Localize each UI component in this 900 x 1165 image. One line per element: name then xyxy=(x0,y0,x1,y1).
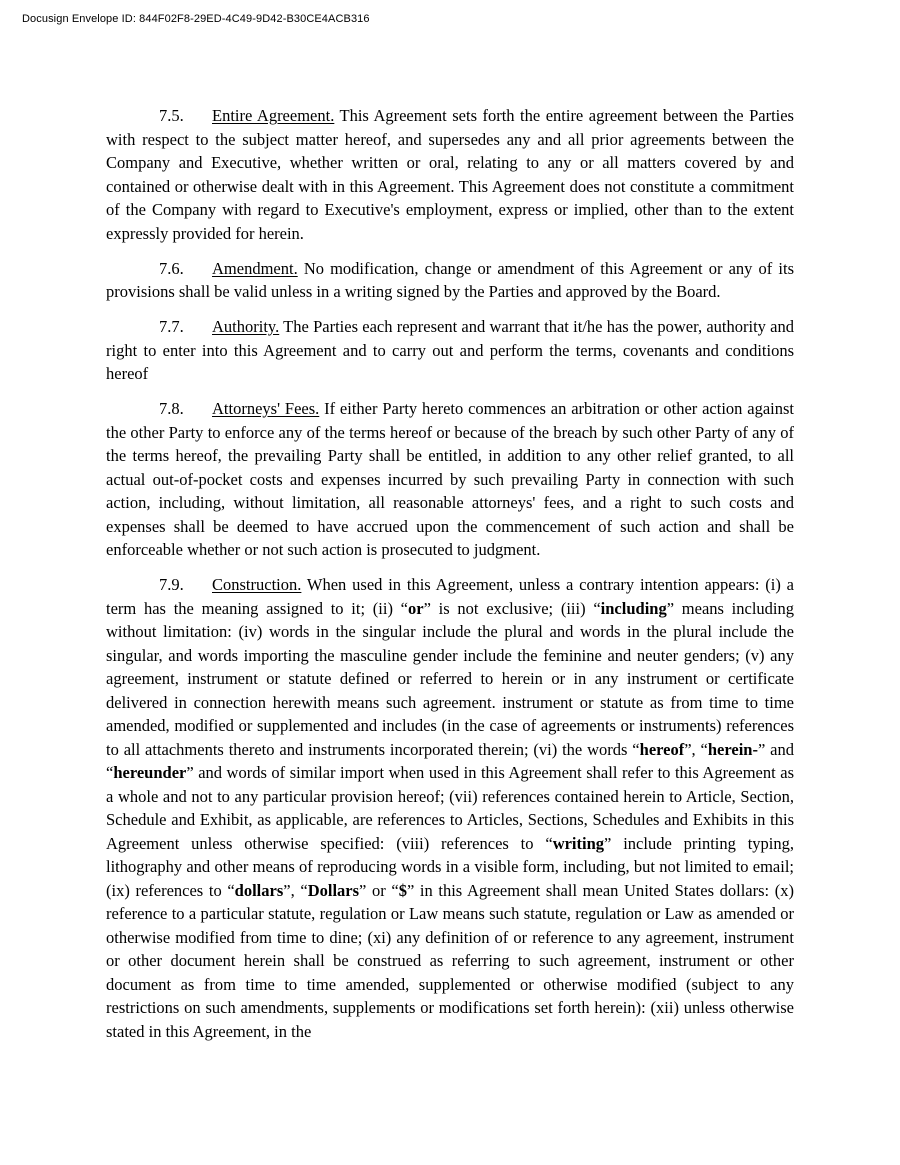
section-number: 7.8. xyxy=(159,399,184,418)
section-heading: Construction. xyxy=(212,575,302,594)
section-text: ”, “ xyxy=(684,739,708,759)
section-7-6 xyxy=(106,257,794,304)
section-text: ” and “ xyxy=(106,739,794,782)
section-text: The Parties each represent and warrant that it/he has the power, authority and right to enter into this Agreement and to carry out and perform the terms, covenants and conditions hereof xyxy=(106,317,794,383)
defined-term: dollars xyxy=(234,880,284,900)
section-number: 7.5. xyxy=(159,106,184,125)
defined-term: hereof xyxy=(639,739,685,759)
defined-term: or xyxy=(408,598,424,618)
section-text: ” means including without limitation: (iv) words in the singular include the plural and words in the plural include the singular, and words importing the masculine gender include the feminine and neuter genders; (v) any agreement, instrument or statute defined or referred to herein or in any instrument or certificate delivered in connection herewith means such agreement. instrument or statute as from time to time amended, modified or supplemented and includes (in the case of agreements or instruments) references to all attachments thereto and instruments incorporated therein; (vi) the words “ xyxy=(106,598,794,759)
section-text: ” and words of similar import when used in this Agreement shall refer to this Agreement as a whole and not to any particular provision hereof; (vii) references contained herein to Article, Section, Schedule and Exhibit, as applicable, are references to Articles, Sections, Schedules and Exhibits in this Agreement unless otherwise specified: (viii) references to “ xyxy=(106,763,794,853)
defined-term: writing xyxy=(552,833,605,853)
section-text: ” or “ xyxy=(359,880,399,900)
defined-term: $ xyxy=(398,880,407,900)
section-7-5 xyxy=(106,104,794,245)
section-number: 7.9. xyxy=(159,575,184,594)
section-text: When used in this Agreement, unless a contrary intention appears: (i) a term has the meaning assigned to it; (ii) “ xyxy=(106,575,794,618)
section-text: This Agreement sets forth the entire agreement between the Parties with respect to the subject matter hereof, and supersedes any and all prior agreements between the Company and Executive, whether written or oral, relating to any or all matters covered by and contained or otherwise dealt with in this Agreement. This Agreement does not constitute a commitment of the Company with regard to Executive's employment, express or implied, other than to the extent expressly provided for herein. xyxy=(106,106,794,243)
section-number: 7.6. xyxy=(159,258,184,278)
section-7-9 xyxy=(106,573,794,1043)
section-text: No modification, change or amendment of this Agreement or any of its provisions shall be valid unless in a writing signed by the Parties and approved by the Board. xyxy=(106,258,794,301)
section-text: ”, “ xyxy=(283,880,308,900)
section-heading: Authority. xyxy=(212,317,280,336)
section-heading: Attorneys' Fees. xyxy=(212,399,320,418)
section-text: ” in this Agreement shall mean United States dollars: (x) reference to a particular statute, regulation or Law means such statute, regulation or Law as amended or otherwise modified from time to dine; (xi) any definition of or reference to any agreement, instrument or other document herein shall be construed as referring to such agreement, instrument or other document as from time to time amended, supplemented or otherwise modified (subject to any restrictions on such amendments, supplements or modifications set forth herein): (xii) unless otherwise stated in this Agreement, in the xyxy=(106,880,794,1041)
section-7-7 xyxy=(106,315,794,386)
defined-term: Dollars xyxy=(307,880,360,900)
document-body xyxy=(106,104,794,1055)
defined-term: herein- xyxy=(707,739,758,759)
section-heading: Amendment. xyxy=(212,258,298,278)
section-number: 7.7. xyxy=(159,317,184,336)
section-text: ” include printing typing, lithography and other means of reproducing words in a visible form, including, but not limited to email; (ix) references to “ xyxy=(106,833,794,900)
section-text: ” is not exclusive; (iii) “ xyxy=(423,598,601,618)
section-heading: Entire Agreement. xyxy=(212,106,335,125)
defined-term: hereunder xyxy=(113,763,187,782)
envelope-id: Docusign Envelope ID: 844F02F8-29ED-4C49-9D42-B30CE4ACB316 xyxy=(22,13,370,25)
defined-term: including xyxy=(600,598,667,618)
section-7-8 xyxy=(106,397,794,562)
section-text: If either Party hereto commences an arbitration or other action against the other Party to enforce any of the terms hereof or because of the breach by such other Party of any of the terms hereof, the prevailing Party shall be entitled, in addition to any other relief granted, to all actual out-of-pocket costs and expenses incurred by such prevailing Party in connection with such action, including, without limitation, all reasonable attorneys' fees, and a right to such costs and expenses shall be deemed to have accrued upon the commencement of such action and shall be enforceable whether or not such action is prosecuted to judgment. xyxy=(106,399,795,559)
